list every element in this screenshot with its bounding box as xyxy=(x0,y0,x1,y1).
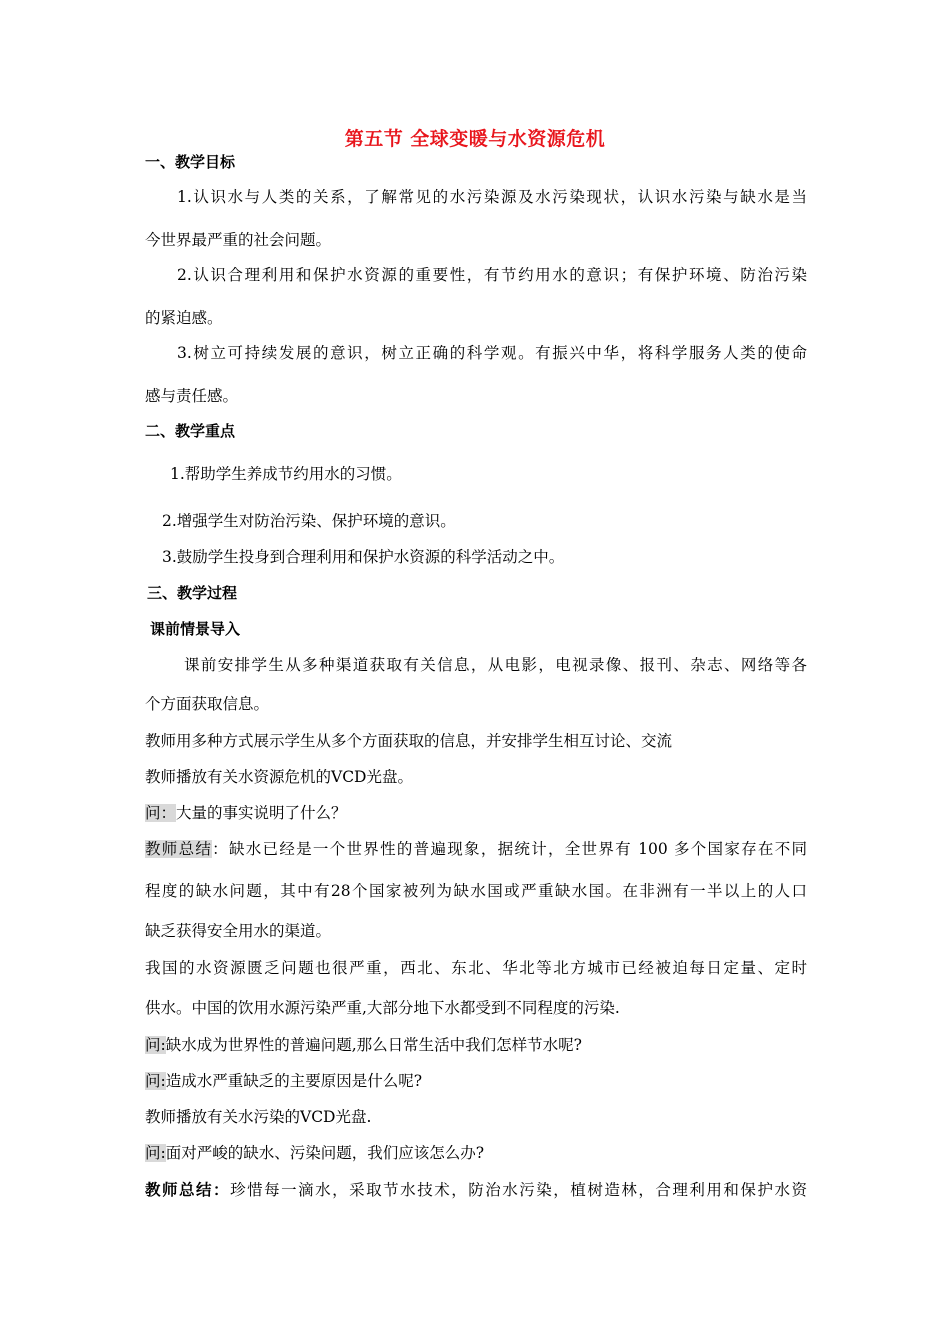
objective-3-line-2: 感与责任感。 xyxy=(145,387,239,405)
teacher-summary-1-text-a: ：缺水已经是一个世界性的普遍现象，据统计，全世界有 100 多个国家存在不同 xyxy=(212,840,807,858)
key-point-2: 2.增强学生对防治污染、保护环境的意识。 xyxy=(162,512,456,530)
paragraph-teacher-vcd-1: 教师播放有关水资源危机的VCD光盘。 xyxy=(145,768,413,786)
subsection-heading-intro: 课前情景导入 xyxy=(150,620,241,638)
question-3-label: 问: xyxy=(145,1072,166,1090)
question-2 xyxy=(145,1035,582,1055)
paragraph-teacher-vcd-2: 教师播放有关水污染的VCD光盘. xyxy=(145,1108,372,1126)
question-4-text: 面对严峻的缺水、污染问题，我们应该怎么办? xyxy=(165,1144,485,1162)
question-3-text: 造成水严重缺乏的主要原因是什么呢? xyxy=(165,1072,423,1090)
key-point-1: 1.帮助学生养成节约用水的习惯。 xyxy=(170,465,402,483)
question-2-text: 缺水成为世界性的普遍问题,那么日常生活中我们怎样节水呢? xyxy=(165,1036,582,1054)
objective-1-line-1: 1.认识水与人类的关系，了解常见的水污染源及水污染现状，认识水污染与缺水是当 xyxy=(177,188,807,206)
objective-1-line-2: 今世界最严重的社会问题。 xyxy=(145,231,332,249)
teacher-summary-1-label: 教师总结 xyxy=(145,840,213,858)
teacher-summary-2-text: 珍惜每一滴水，采取节水技术，防治水污染，植树造林，合理利用和保护水资 xyxy=(230,1181,807,1199)
objective-2-line-1: 2.认识合理利用和保护水资源的重要性，有节约用水的意识；有保护环境、防治污染 xyxy=(177,266,807,284)
china-water-line-2: 供水。中国的饮用水源污染严重,大部分地下水都受到不同程度的污染. xyxy=(145,999,620,1017)
document-title: 第五节 全球变暖与水资源危机 xyxy=(344,128,606,150)
paragraph-teacher-display: 教师用多种方式展示学生从多个方面获取的信息，并安排学生相互讨论、交流 xyxy=(145,732,673,750)
question-3 xyxy=(145,1071,422,1091)
section-heading-process: 三、教学过程 xyxy=(147,584,238,602)
intro-paragraph-line-1: 课前安排学生从多种渠道获取有关信息，从电影，电视录像、报刊、杂志、网络等各 xyxy=(184,656,807,674)
teacher-summary-1-line-3: 缺乏获得安全用水的渠道。 xyxy=(145,922,332,940)
question-4 xyxy=(145,1143,484,1163)
section-heading-key-points: 二、教学重点 xyxy=(145,422,236,440)
question-1-label: 问： xyxy=(145,804,177,822)
teacher-summary-1-line-2: 程度的缺水问题，其中有28个国家被列为缺水国或严重缺水国。在非洲有一半以上的人口 xyxy=(145,882,807,900)
objective-3-line-1: 3.树立可持续发展的意识，树立正确的科学观。有振兴中华，将科学服务人类的使命 xyxy=(177,344,807,362)
intro-paragraph-line-2: 个方面获取信息。 xyxy=(145,695,270,713)
china-water-line-1: 我国的水资源匮乏问题也很严重，西北、东北、华北等北方城市已经被迫每日定量、定时 xyxy=(145,959,807,977)
question-1-text: 大量的事实说明了什么？ xyxy=(176,804,347,822)
question-4-label: 问: xyxy=(145,1144,166,1162)
teacher-summary-2 xyxy=(145,1180,807,1200)
section-heading-objectives: 一、教学目标 xyxy=(145,153,236,171)
key-point-3: 3.鼓励学生投身到合理利用和保护水资源的科学活动之中。 xyxy=(162,548,565,566)
teacher-summary-1-line-1 xyxy=(145,839,807,859)
objective-2-line-2: 的紧迫感。 xyxy=(145,309,223,327)
teacher-summary-2-label: 教师总结： xyxy=(145,1181,231,1199)
question-2-label: 问: xyxy=(145,1036,166,1054)
question-1 xyxy=(145,803,347,823)
